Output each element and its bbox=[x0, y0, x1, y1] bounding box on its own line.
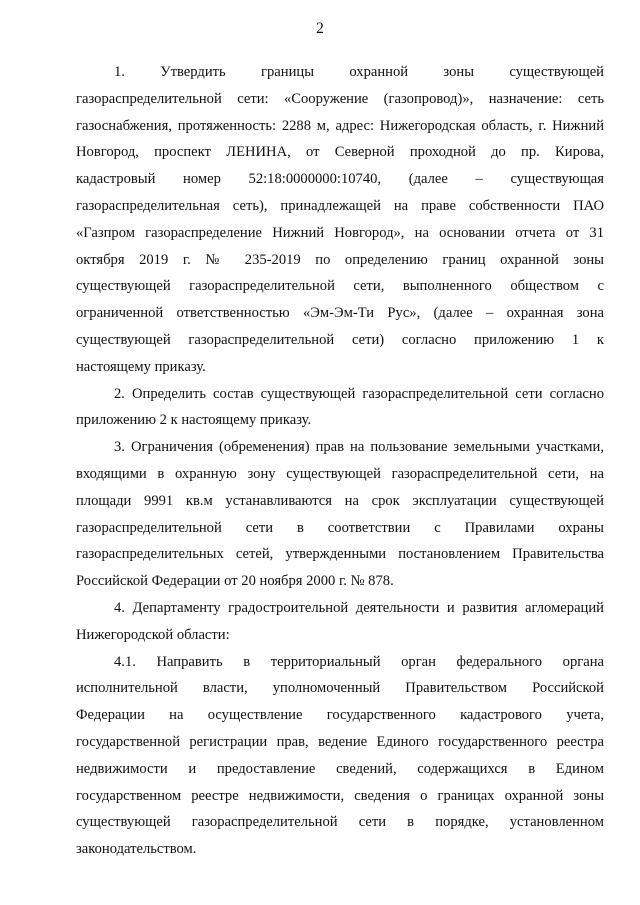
text-line: существующей газораспределительной сети) согласно приложению 1 к bbox=[76, 331, 604, 348]
paragraph-item-4 bbox=[76, 595, 604, 649]
text-line: исполнительной власти, уполномоченный Правительством Российской bbox=[76, 680, 604, 697]
text-line: 1. Утвердить границы охранной зоны существующей bbox=[114, 64, 604, 80]
text-line: настоящему приказу. bbox=[76, 358, 206, 375]
paragraph-item-1 bbox=[76, 59, 604, 381]
text-line: ограниченной ответственностью «Эм-Эм-Ти Рус», (далее – охранная зона bbox=[76, 305, 604, 322]
text-line: существующей газораспределительной сети, выполненного обществом с bbox=[76, 278, 604, 295]
paragraph-item-3 bbox=[76, 434, 604, 595]
text-line: октября 2019 г. № 235-2019 по определению границ охранной зоны bbox=[76, 251, 604, 268]
text-line: «Газпром газораспределение Нижний Новгород», на основании отчета от 31 bbox=[76, 224, 604, 241]
text-line: 2. Определить состав существующей газораспределительной сети согласно bbox=[114, 385, 604, 402]
text-line: газораспределительная сеть), принадлежащей на праве собственности ПАО bbox=[76, 197, 604, 214]
paragraph-item-2 bbox=[76, 381, 604, 435]
text-line: газораспределительных сетей, утвержденными постановлением Правительства bbox=[76, 546, 604, 563]
text-line: Новгород, проспект ЛЕНИНА, от Северной проходной до пр. Кирова, bbox=[76, 144, 604, 161]
text-line: государственном реестре недвижимости, сведения о границах охранной зоны bbox=[76, 787, 604, 804]
text-line: 4. Департаменту градостроительной деятельности и развития агломераций bbox=[114, 599, 604, 616]
text-line: законодательством. bbox=[76, 841, 197, 858]
text-line: газоснабжения, протяженность: 2288 м, адрес: Нижегородская область, г. Нижний bbox=[76, 117, 604, 134]
document-body bbox=[76, 59, 604, 863]
page-number: 2 bbox=[316, 20, 324, 37]
text-line: приложению 2 к настоящему приказу. bbox=[76, 412, 312, 429]
text-line: 4.1. Направить в территориальный орган федерального органа bbox=[114, 653, 604, 670]
text-line: Нижегородской области: bbox=[76, 626, 230, 643]
text-line: газораспределительной сети в соответствии с Правилами охраны bbox=[76, 519, 604, 536]
text-line: входящими в охранную зону существующей газораспределительной сети, на bbox=[76, 465, 604, 482]
text-line: площади 9991 кв.м устанавливаются на срок эксплуатации существующей bbox=[76, 492, 604, 509]
text-line: недвижимости и предоставление сведений, содержащихся в Едином bbox=[76, 760, 604, 777]
text-line: Российской Федерации от 20 ноября 2000 г. № 878. bbox=[76, 573, 394, 590]
text-line: газораспределительной сети: «Сооружение (газопровод)», назначение: сеть bbox=[76, 90, 604, 107]
text-line: Федерации на осуществление государственного кадастрового учета, bbox=[76, 707, 604, 724]
text-line: государственной регистрации прав, ведение Единого государственного реестра bbox=[76, 733, 604, 750]
text-line: кадастровый номер 52:18:0000000:10740, (далее – существующая bbox=[76, 171, 604, 188]
paragraph-item-4-1 bbox=[76, 649, 604, 863]
text-line: 3. Ограничения (обременения) прав на пользование земельными участками, bbox=[114, 439, 604, 456]
text-line: существующей газораспределительной сети в порядке, установленном bbox=[76, 814, 604, 831]
